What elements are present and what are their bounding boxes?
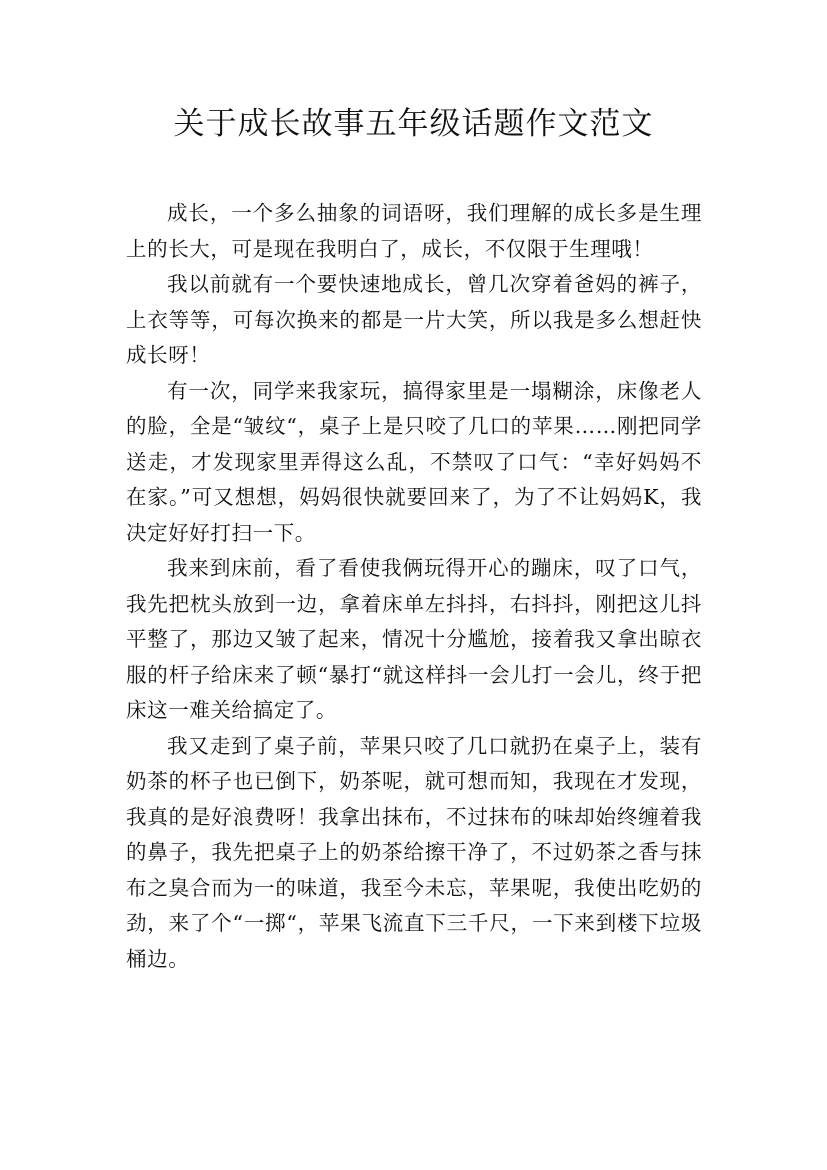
paragraph-2: 我以前就有一个要快速地成长，曾几次穿着爸妈的裤子，上衣等等，可每次换来的都是一片大笑，所以我是多么想赶快成长呀！ [126,272,702,367]
document-title: 关于成长故事五年级话题作文范文 [173,106,654,142]
paragraph-4: 我来到床前，看了看使我俩玩得开心的蹦床，叹了口气，我先把枕头放到一边，拿着床单左抖抖，右抖抖，刚把这儿抖平整了，那边又皱了起来，情况十分尴尬，接着我又拿出晾衣服的杆子给床来了顿“暴打“就这样抖一会儿打一会儿，终于把床这一难关给搞定了。 [126,556,702,722]
paragraph-5: 我又走到了桌子前，苹果只咬了几口就扔在桌子上，装有奶茶的杯子也已倒下，奶茶呢，就可想而知，我现在才发现，我真的是好浪费呀！我拿出抹布，不过抹布的味却始终缠着我的鼻子，我先把桌子上的奶茶给擦干净了，不过奶茶之香与抹布之臭合而为一的味道，我至今未忘，苹果呢，我使出吃奶的劲，来了个“一掷“，苹果飞流直下三千尺，一下来到楼下垃圾桶边。 [126,733,702,971]
paragraph-1: 成长，一个多么抽象的词语呀，我们理解的成长多是生理上的长大，可是现在我明白了，成长，不仅限于生理哦！ [126,201,702,261]
document-body [126,196,702,977]
paragraph-3: 有一次，同学来我家玩，搞得家里是一塌糊涂，床像老人的脸，全是“皱纹“，桌子上是只咬了几口的苹果……刚把同学送走，才发现家里弄得这么乱，不禁叹了口气：“幸好妈妈不在家。”可又想想，妈妈很快就要回来了，为了不让妈妈K，我决定好好打扫一下。 [126,378,702,545]
